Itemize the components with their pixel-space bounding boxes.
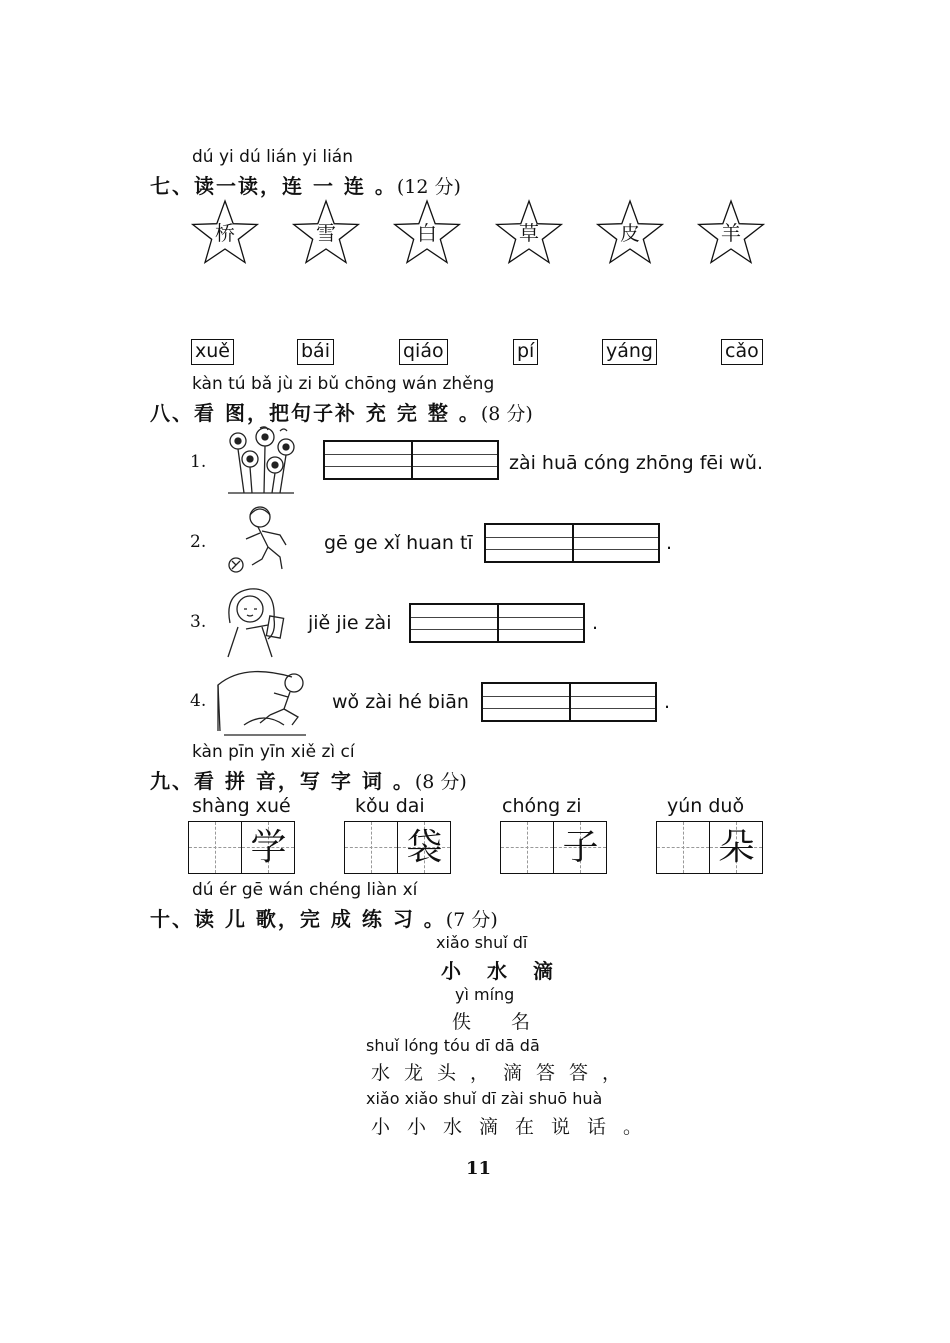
boy-fishing-illustration — [214, 665, 314, 737]
q7-heading: 七、读一读，连 一 连 。(12 分) — [150, 174, 461, 198]
q8-answer-box-3[interactable] — [409, 603, 585, 643]
pinyin-box-2: bái — [297, 339, 334, 365]
q8-heading: 八、看 图，把句子补 充 完 整 。(8 分) — [150, 401, 533, 425]
q8-item-2-text: gē ge xǐ huan tī — [324, 532, 473, 554]
q9-grid-2[interactable] — [344, 821, 451, 874]
poem-title-pinyin: xiǎo shuǐ dī — [436, 933, 528, 952]
q9-grid-2-char: 袋 — [406, 827, 443, 868]
q8-item-3-text: jiě jie zài — [308, 612, 392, 634]
pinyin-box-3: qiáo — [399, 339, 448, 365]
q8-pinyin: kàn tú bǎ jù zi bǔ chōng wán zhěng — [192, 374, 495, 394]
q9-grid-4-char: 朵 — [718, 827, 755, 868]
q10-heading: 十、读 儿 歌，完 成 练 习 。(7 分) — [150, 907, 498, 931]
q9-heading: 九、看 拼 音，写 字 词 。(8 分) — [150, 769, 467, 793]
q9-grid-4[interactable] — [656, 821, 763, 874]
star-5[interactable] — [595, 197, 665, 267]
poem-author-pinyin: yì míng — [455, 985, 515, 1004]
q8-item-4-number: 4. — [190, 691, 207, 711]
q8-item-3-number: 3. — [190, 612, 207, 632]
q8-item-4-end: . — [664, 691, 671, 713]
star-char: 雪 — [316, 221, 336, 245]
poem-line-2: 小小水滴在说话。 — [371, 1116, 660, 1138]
q8-answer-box-1[interactable] — [323, 440, 499, 480]
poem-title: 小水滴 — [441, 959, 579, 983]
q8-item-2-end: . — [666, 532, 673, 554]
q9-grid-3-char: 子 — [562, 827, 599, 868]
pinyin-box-6: cǎo — [721, 339, 763, 365]
q8-item-2-number: 2. — [190, 532, 207, 552]
flowers-illustration — [220, 425, 300, 497]
poem-author: 佚名 — [452, 1011, 571, 1033]
q9-word-3-pinyin: chóng zi — [502, 795, 582, 817]
girl-reading-illustration — [216, 583, 291, 661]
star-2[interactable] — [291, 197, 361, 267]
star-4[interactable] — [494, 197, 564, 267]
boy-kicking-ball-illustration — [222, 503, 302, 578]
pinyin-box-1: xuě — [191, 339, 234, 365]
star-1[interactable] — [190, 197, 260, 267]
star-3[interactable] — [392, 197, 462, 267]
q7-pinyin: dú yi dú lián yi lián — [192, 147, 353, 167]
q9-word-4-pinyin: yún duǒ — [667, 795, 745, 817]
q9-grid-1[interactable] — [188, 821, 295, 874]
star-char: 白 — [417, 221, 437, 245]
page-number: 11 — [466, 1158, 492, 1179]
star-char: 桥 — [215, 221, 235, 245]
q8-item-1-text: zài huā cóng zhōng fēi wǔ. — [509, 452, 764, 474]
star-char: 草 — [519, 221, 539, 245]
q8-answer-box-4[interactable] — [481, 682, 657, 722]
poem-line-1: 水龙头，滴答答， — [371, 1062, 636, 1084]
star-char: 皮 — [620, 221, 640, 245]
poem-line-2-pinyin: xiǎo xiǎo shuǐ dī zài shuō huà — [366, 1089, 603, 1108]
q8-answer-box-2[interactable] — [484, 523, 660, 563]
q9-word-1-pinyin: shàng xué — [192, 795, 291, 817]
q10-pinyin: dú ér gē wán chéng liàn xí — [192, 880, 418, 900]
star-char: 羊 — [721, 221, 741, 245]
q8-item-4-text: wǒ zài hé biān — [332, 691, 469, 713]
q9-word-2-pinyin: kǒu dai — [355, 795, 425, 817]
q9-grid-1-char: 学 — [250, 827, 287, 868]
pinyin-box-5: yáng — [602, 339, 657, 365]
q9-pinyin: kàn pīn yīn xiě zì cí — [192, 742, 355, 762]
star-6[interactable] — [696, 197, 766, 267]
q8-item-1-number: 1. — [190, 452, 207, 472]
pinyin-box-4: pí — [513, 339, 538, 365]
q9-grid-3[interactable] — [500, 821, 607, 874]
q8-item-3-end: . — [592, 612, 599, 634]
poem-line-1-pinyin: shuǐ lóng tóu dī dā dā — [366, 1036, 540, 1055]
